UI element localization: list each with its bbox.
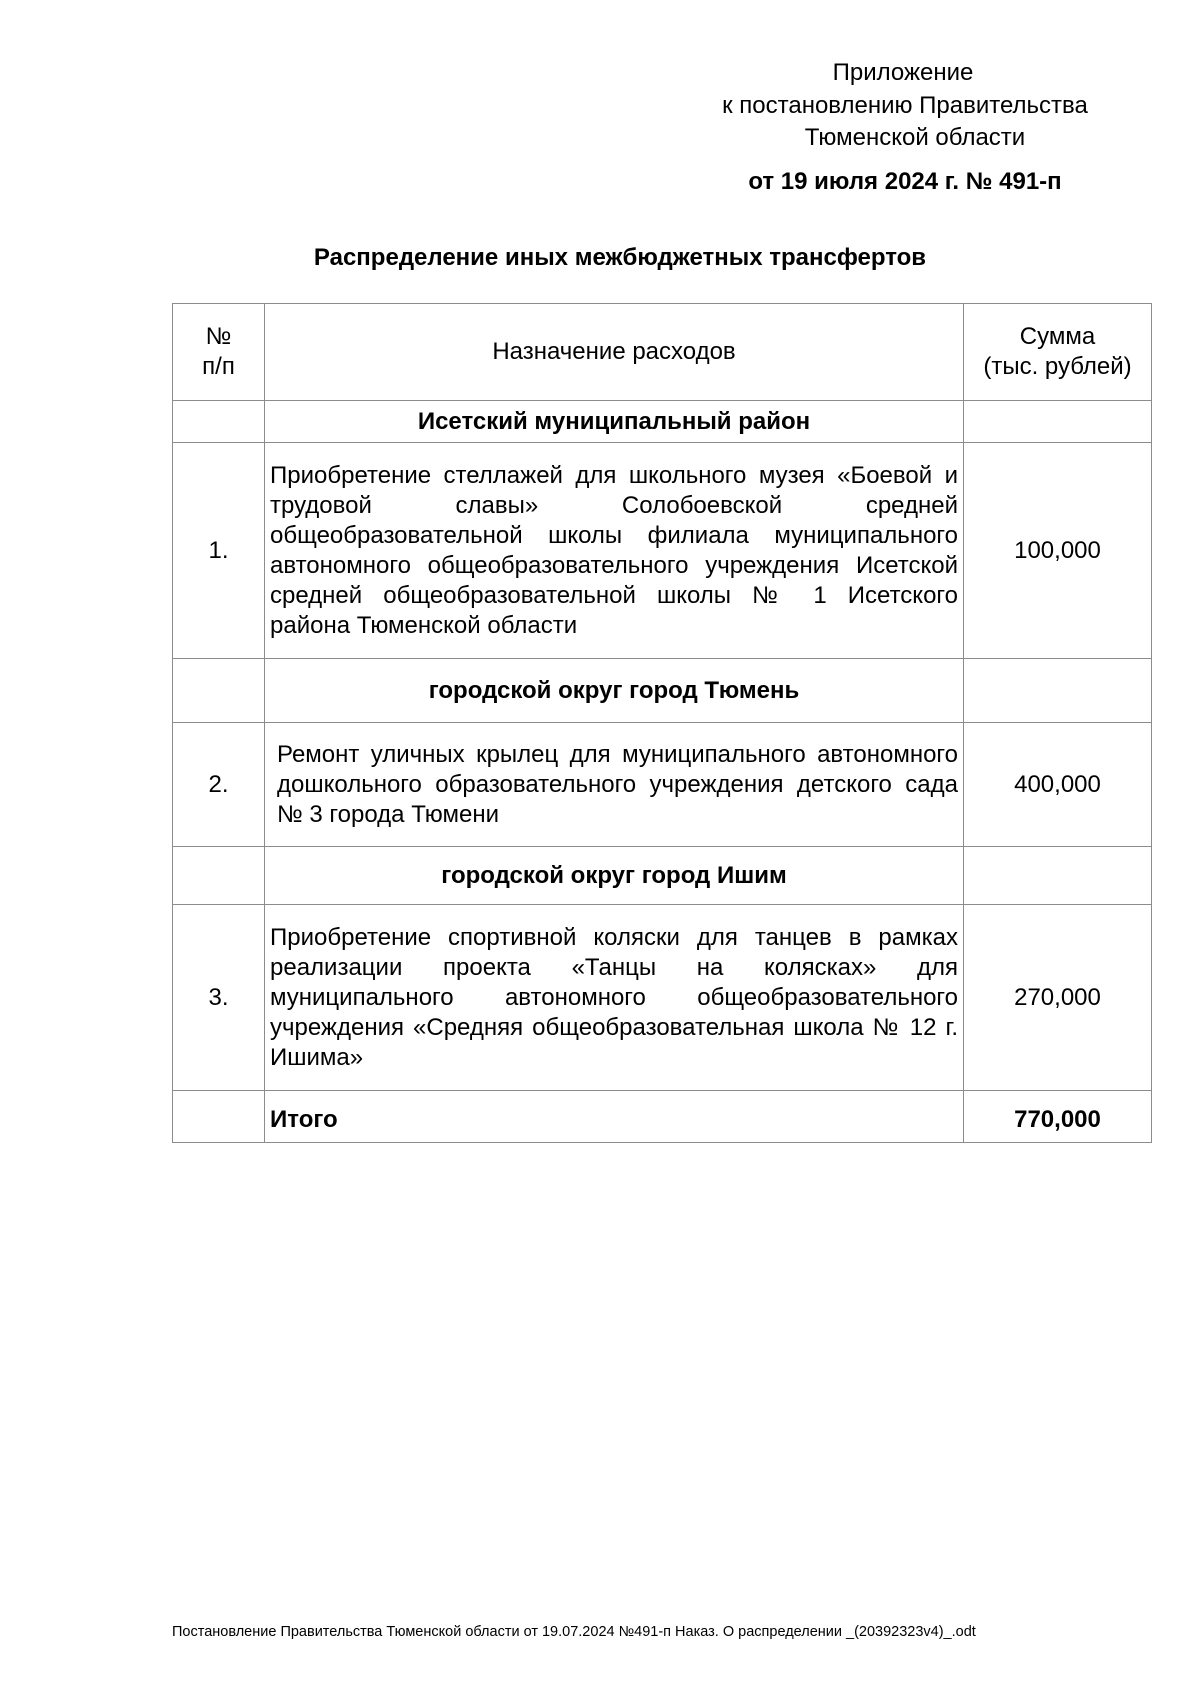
column-header-purpose: Назначение расходов (265, 304, 964, 401)
page-footer: Постановление Правительства Тюменской области от 19.07.2024 №491-п Наказ. О распределении _(20392323v4)_.odt (172, 1624, 976, 1640)
total-value: 770,000 (964, 1091, 1152, 1143)
appendix-resolution-ref: к постановлению Правительства (722, 92, 1088, 119)
row-sum: 400,000 (964, 723, 1152, 847)
total-label: Итого (265, 1091, 964, 1143)
row-sum: 270,000 (964, 905, 1152, 1091)
total-row (173, 1091, 1152, 1143)
section-number-empty (173, 401, 265, 443)
section-row (173, 847, 1152, 905)
section-sum-empty (964, 659, 1152, 723)
section-title: городской округ город Тюмень (265, 659, 964, 723)
section-number-empty (173, 847, 265, 905)
row-purpose-text: Приобретение спортивной коляски для танцев в рамках реализации проекта «Танцы на колясках» для муниципального автономного общеобразовательного учреждения «Средняя общеобразовательная школа № 12 г. Ишима» (270, 923, 958, 1071)
section-number-empty (173, 659, 265, 723)
appendix-label: Приложение (832, 59, 974, 86)
table-row (173, 443, 1152, 659)
column-header-number (173, 304, 265, 401)
row-number: 2. (173, 723, 265, 847)
total-number-empty (173, 1091, 265, 1143)
section-title: городской округ город Ишим (265, 847, 964, 905)
row-purpose (265, 443, 964, 659)
column-header-sum (964, 304, 1152, 401)
row-number: 1. (173, 443, 265, 659)
row-purpose-text: Ремонт уличных крылец для муниципального автономного дошкольного образовательного учреждения детского сада № 3 города Тюмени (277, 740, 958, 828)
section-sum-empty (964, 847, 1152, 905)
column-header-sum-line1: Сумма (1019, 323, 1096, 350)
row-purpose (265, 905, 964, 1091)
appendix-date-number: от 19 июля 2024 г. № 491-п (748, 168, 1062, 195)
appendix-region: Тюменской области (804, 124, 1026, 151)
table-header-row (173, 304, 1152, 401)
section-title: Исетский муниципальный район (265, 401, 964, 443)
table-row (173, 905, 1152, 1091)
transfers-table (172, 303, 1152, 1143)
section-row (173, 659, 1152, 723)
row-number: 3. (173, 905, 265, 1091)
table-row (173, 723, 1152, 847)
column-header-sum-line2: (тыс. рублей) (983, 353, 1132, 380)
column-header-number-line1: № (205, 323, 232, 350)
section-row (173, 401, 1152, 443)
section-sum-empty (964, 401, 1152, 443)
column-header-number-line2: п/п (202, 353, 235, 380)
row-purpose-text: Приобретение стеллажей для школьного музея «Боевой и трудовой славы» Солобоевской средней общеобразовательной школы филиала муниципального автономного общеобразовательного учреждения Исетской средней общеобразовательной школы № 1 Исетского района Тюменской области (270, 461, 958, 639)
row-sum: 100,000 (964, 443, 1152, 659)
document-title: Распределение иных межбюджетных трансфертов (313, 244, 927, 271)
row-purpose (265, 723, 964, 847)
